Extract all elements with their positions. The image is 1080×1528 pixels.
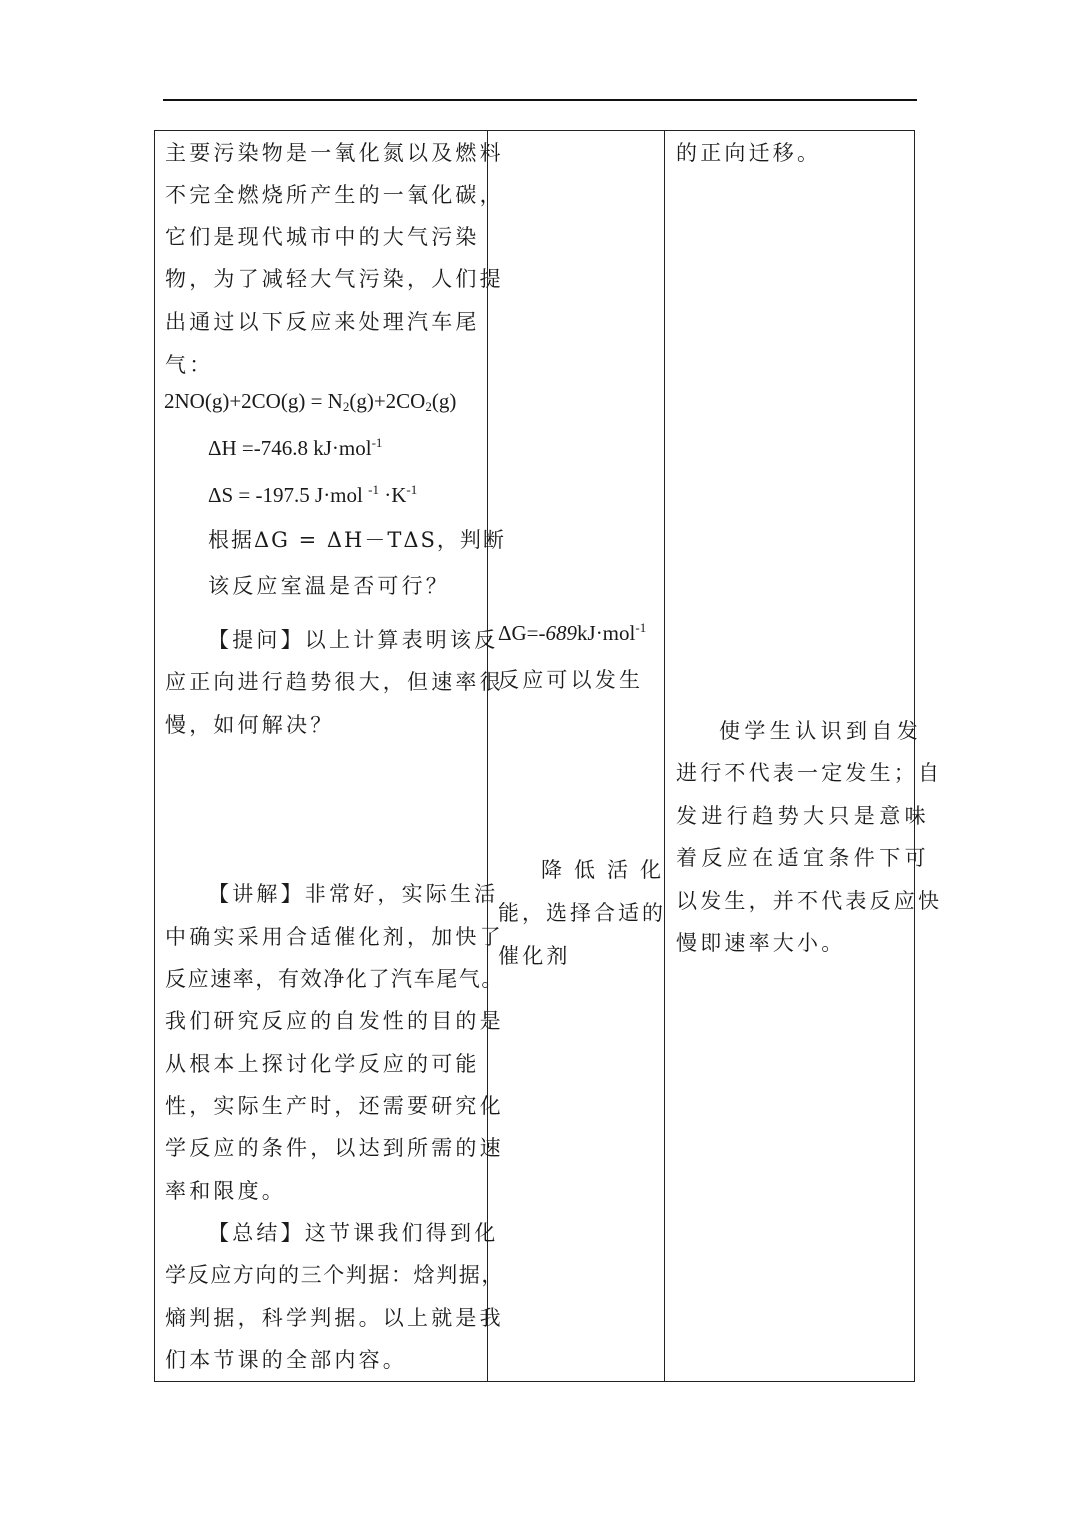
entropy-change: ΔS = -197.5 J·mol $^{-1} \cdot K^{-1}$ [208,482,418,507]
gibbs-conclusion: 反应可以发生 [498,668,644,692]
reaction-equation: $2NO(g)+2CO(g) = N_2(g)+2CO_2(g)$ [164,389,457,414]
question-line: 应正向进行趋势很大，但速率很 [165,670,504,694]
judge-line: 该反应室温是否可行？ [208,574,450,598]
intent-line: 使学生认识到自发 [719,719,923,743]
column-divider-2 [664,131,665,1381]
judge-line: 根据ΔG = ΔH－TΔS，判断 [208,528,506,552]
question-line: 【提问】以上计算表明该反 [208,628,499,652]
summary-line: 们本节课的全部内容。 [165,1348,407,1372]
explain-line: 反应速率，有效净化了汽车尾气。 [165,967,504,991]
intro-line: 主要污染物是一氧化氮以及燃料 [165,141,504,165]
intent-line: 发进行趋势大只是意味 [676,804,930,828]
explain-line: 【讲解】非常好，实际生活 [208,882,499,906]
summary-line: 学反应方向的三个判据：焓判据， [165,1263,504,1287]
intro-line: 不完全燃烧所产生的一氧化碳， [165,183,504,207]
intro-line: 它们是现代城市中的大气污染 [165,225,480,249]
answer-line: 催化剂 [498,944,571,968]
header-rule [163,99,917,101]
explain-line: 率和限度。 [165,1179,286,1203]
intent-line: 慢即速率大小。 [676,931,846,955]
explain-line: 性，实际生产时，还需要研究化 [165,1094,504,1118]
enthalpy-change: ΔH =-746.8 kJ·mol$^{-1}$ [208,435,383,460]
answer-line: 能，选择合适的 [498,901,666,925]
intro-line: 出通过以下反应来处理汽车尾 [165,310,480,334]
intent-top-line: 的正向迁移。 [676,141,822,165]
intro-line: 物，为了减轻大气污染，人们提 [165,267,504,291]
gibbs-energy-result: ΔG=-689kJ·mol$^{-1}$ [498,620,647,645]
intro-line: 气： [165,353,214,377]
intent-line: 着反应在适宜条件下可 [676,846,930,870]
intent-line: 以发生，并不代表反应快 [676,889,943,913]
explain-line: 中确实采用合适催化剂，加快了 [165,925,504,949]
column-divider-1 [487,131,488,1381]
intent-line: 进行不代表一定发生；自 [676,761,943,785]
question-line: 慢，如何解决？ [165,713,335,737]
explain-line: 从根本上探讨化学反应的可能 [165,1052,480,1076]
summary-line: 熵判据，科学判据。以上就是我 [165,1306,504,1330]
explain-line: 学反应的条件，以达到所需的速 [165,1136,504,1160]
explain-line: 我们研究反应的自发性的目的是 [165,1009,504,1033]
summary-line: 【总结】这节课我们得到化 [208,1221,499,1245]
answer-line: 降低活化 [541,858,673,882]
